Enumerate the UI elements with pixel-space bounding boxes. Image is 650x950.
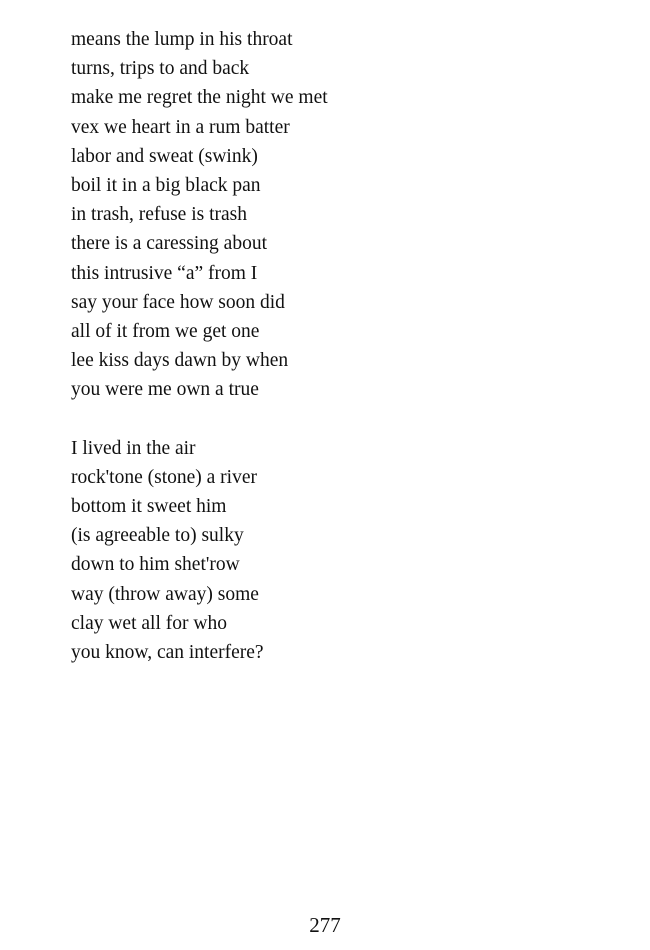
poem-line: labor and sweat (swink) — [71, 145, 258, 167]
poem-line: all of it from we get one — [71, 321, 260, 343]
poem-line: you know, can interfere? — [71, 642, 264, 664]
poem-body — [71, 25, 591, 667]
page-number: 277 — [309, 913, 341, 937]
poem-line: way (throw away) some — [71, 583, 259, 605]
poem-line: lee kiss days dawn by when — [71, 350, 289, 372]
poem-line: vex we heart in a rum batter — [71, 116, 290, 138]
poem-line: rock'tone (stone) a river — [71, 466, 257, 488]
poem-line: there is a caressing about — [71, 233, 268, 255]
poem-line: I lived in the air — [71, 437, 196, 459]
poem-line: down to him shet'row — [71, 554, 240, 576]
poem-line: means the lump in his throat — [71, 29, 293, 50]
poem-line: you were me own a true — [71, 379, 259, 401]
stanza-2 — [71, 434, 591, 668]
poem-line: bottom it sweet him — [71, 496, 227, 518]
poem-line: turns, trips to and back — [71, 58, 250, 80]
poem-line: in trash, refuse is trash — [71, 204, 247, 226]
poem-line: (is agreeable to) sulky — [71, 525, 244, 547]
poem-line: make me regret the night we met — [71, 87, 328, 109]
stanza-1 — [71, 25, 591, 405]
poem-line: boil it in a big black pan — [71, 175, 261, 197]
poem-line: this intrusive “a” from I — [71, 262, 258, 284]
poem-line: say your face how soon did — [71, 291, 285, 313]
poem-line: clay wet all for who — [71, 612, 227, 634]
